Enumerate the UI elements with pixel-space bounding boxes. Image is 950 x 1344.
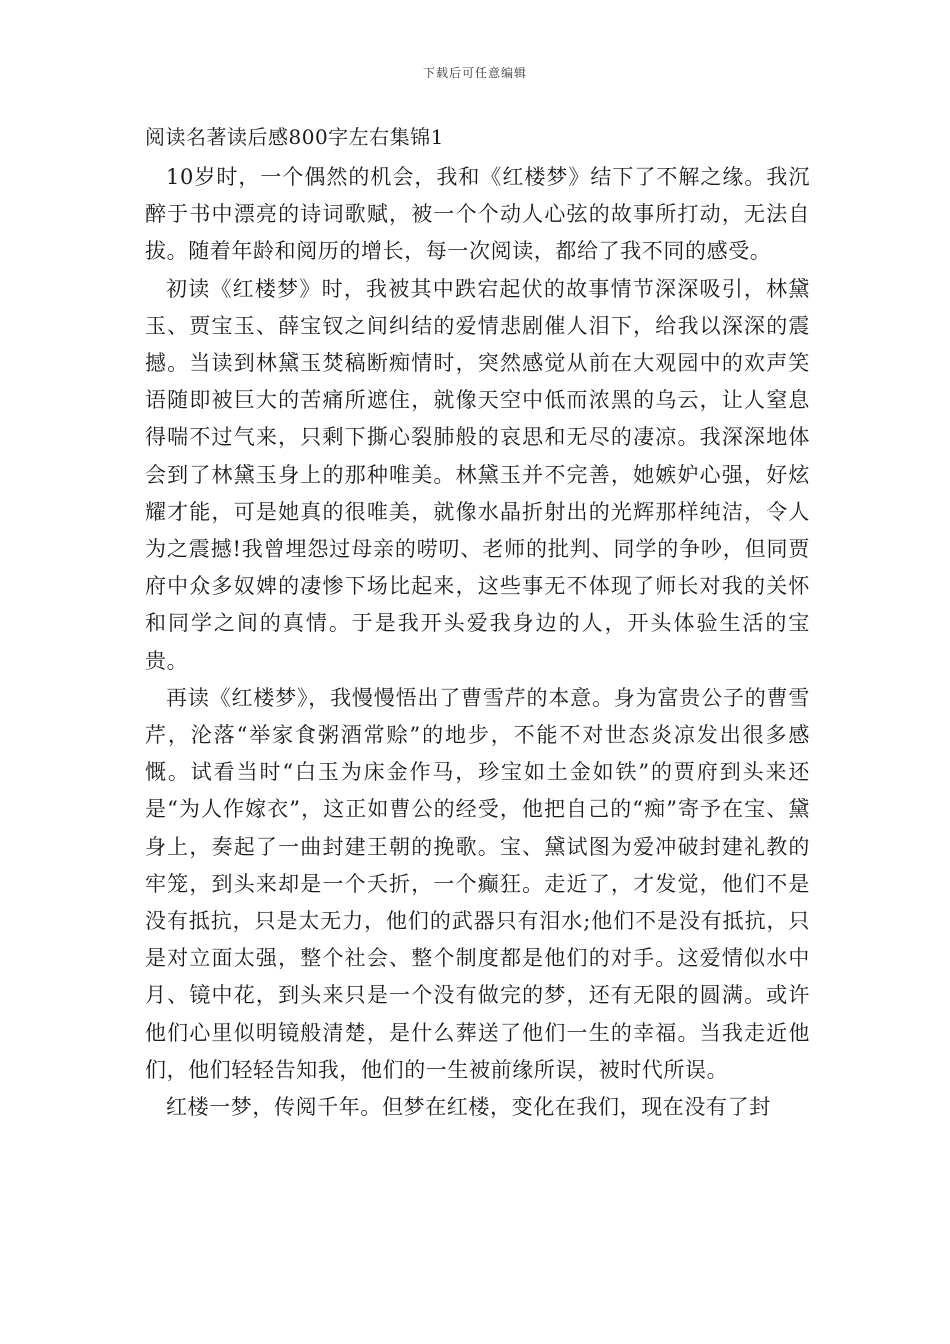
document-body xyxy=(145,123,810,1126)
paragraph-3: 再读《红楼梦》，我慢慢悟出了曹雪芹的本意。身为富贵公子的曹雪芹，沦落“举家食粥酒常赊”的地步，不能不对世态炎凉发出很多感慨。试看当时“白玉为床金作马，珍宝如土金如铁”的贾府到头来还是“为人作嫁衣”，这正如曹公的经受，他把自己的“痴”寄予在宝、黛身上，奏起了一曲封建王朝的挽歌。宝、黛试图为爱冲破封建礼教的牢笼，到头来却是一个夭折，一个癫狂。走近了，才发觉，他们不是没有抵抗，只是太无力，他们的武器只有泪水;他们不是没有抵抗，只是对立面太强，整个社会、整个制度都是他们的对手。这爱情似水中月、镜中花，到头来只是一个没有做完的梦，还有无限的圆满。或许他们心里似明镜般清楚，是什么葬送了他们一生的幸福。当我走近他们，他们轻轻告知我，他们的一生被前缘所误，被时代所误。 xyxy=(145,685,810,1082)
page-header-note: 下载后可任意编辑 xyxy=(422,66,527,80)
paragraph-2: 初读《红楼梦》时，我被其中跌宕起伏的故事情节深深吸引，林黛玉、贾宝玉、薛宝钗之间纠结的爱情悲剧催人泪下，给我以深深的震撼。当读到林黛玉焚稿断痴情时，突然感觉从前在大观园中的欢声笑语随即被巨大的苦痛所遮住，就像天空中低而浓黑的乌云，让人窒息得喘不过气来，只剩下撕心裂肺般的哀思和无尽的凄凉。我深深地体会到了林黛玉身上的那种唯美。林黛玉并不完善，她嫉妒心强，好炫耀才能，可是她真的很唯美，就像水晶折射出的光辉那样纯洁，令人为之震撼!我曾埋怨过母亲的唠叨、老师的批判、同学的争吵，但同贾府中众多奴婢的凄惨下场比起来，这些事无不体现了师长对我的关怀和同学之间的真情。于是我开头爱我身边的人，开头体验生活的宝贵。 xyxy=(145,276,810,673)
document-title: 阅读名著读后感800字左右集锦1 xyxy=(145,125,444,149)
paragraph-1: 10岁时，一个偶然的机会，我和《红楼梦》结下了不解之缘。我沉醉于书中漂亮的诗词歌赋，被一个个动人心弦的故事所打动，无法自拔。随着年龄和阅历的增长，每一次阅读，都给了我不同的感受。 xyxy=(145,165,810,264)
paragraph-4: 红楼一梦，传阅千年。但梦在红楼，变化在我们，现在没有了封 xyxy=(166,1095,771,1120)
